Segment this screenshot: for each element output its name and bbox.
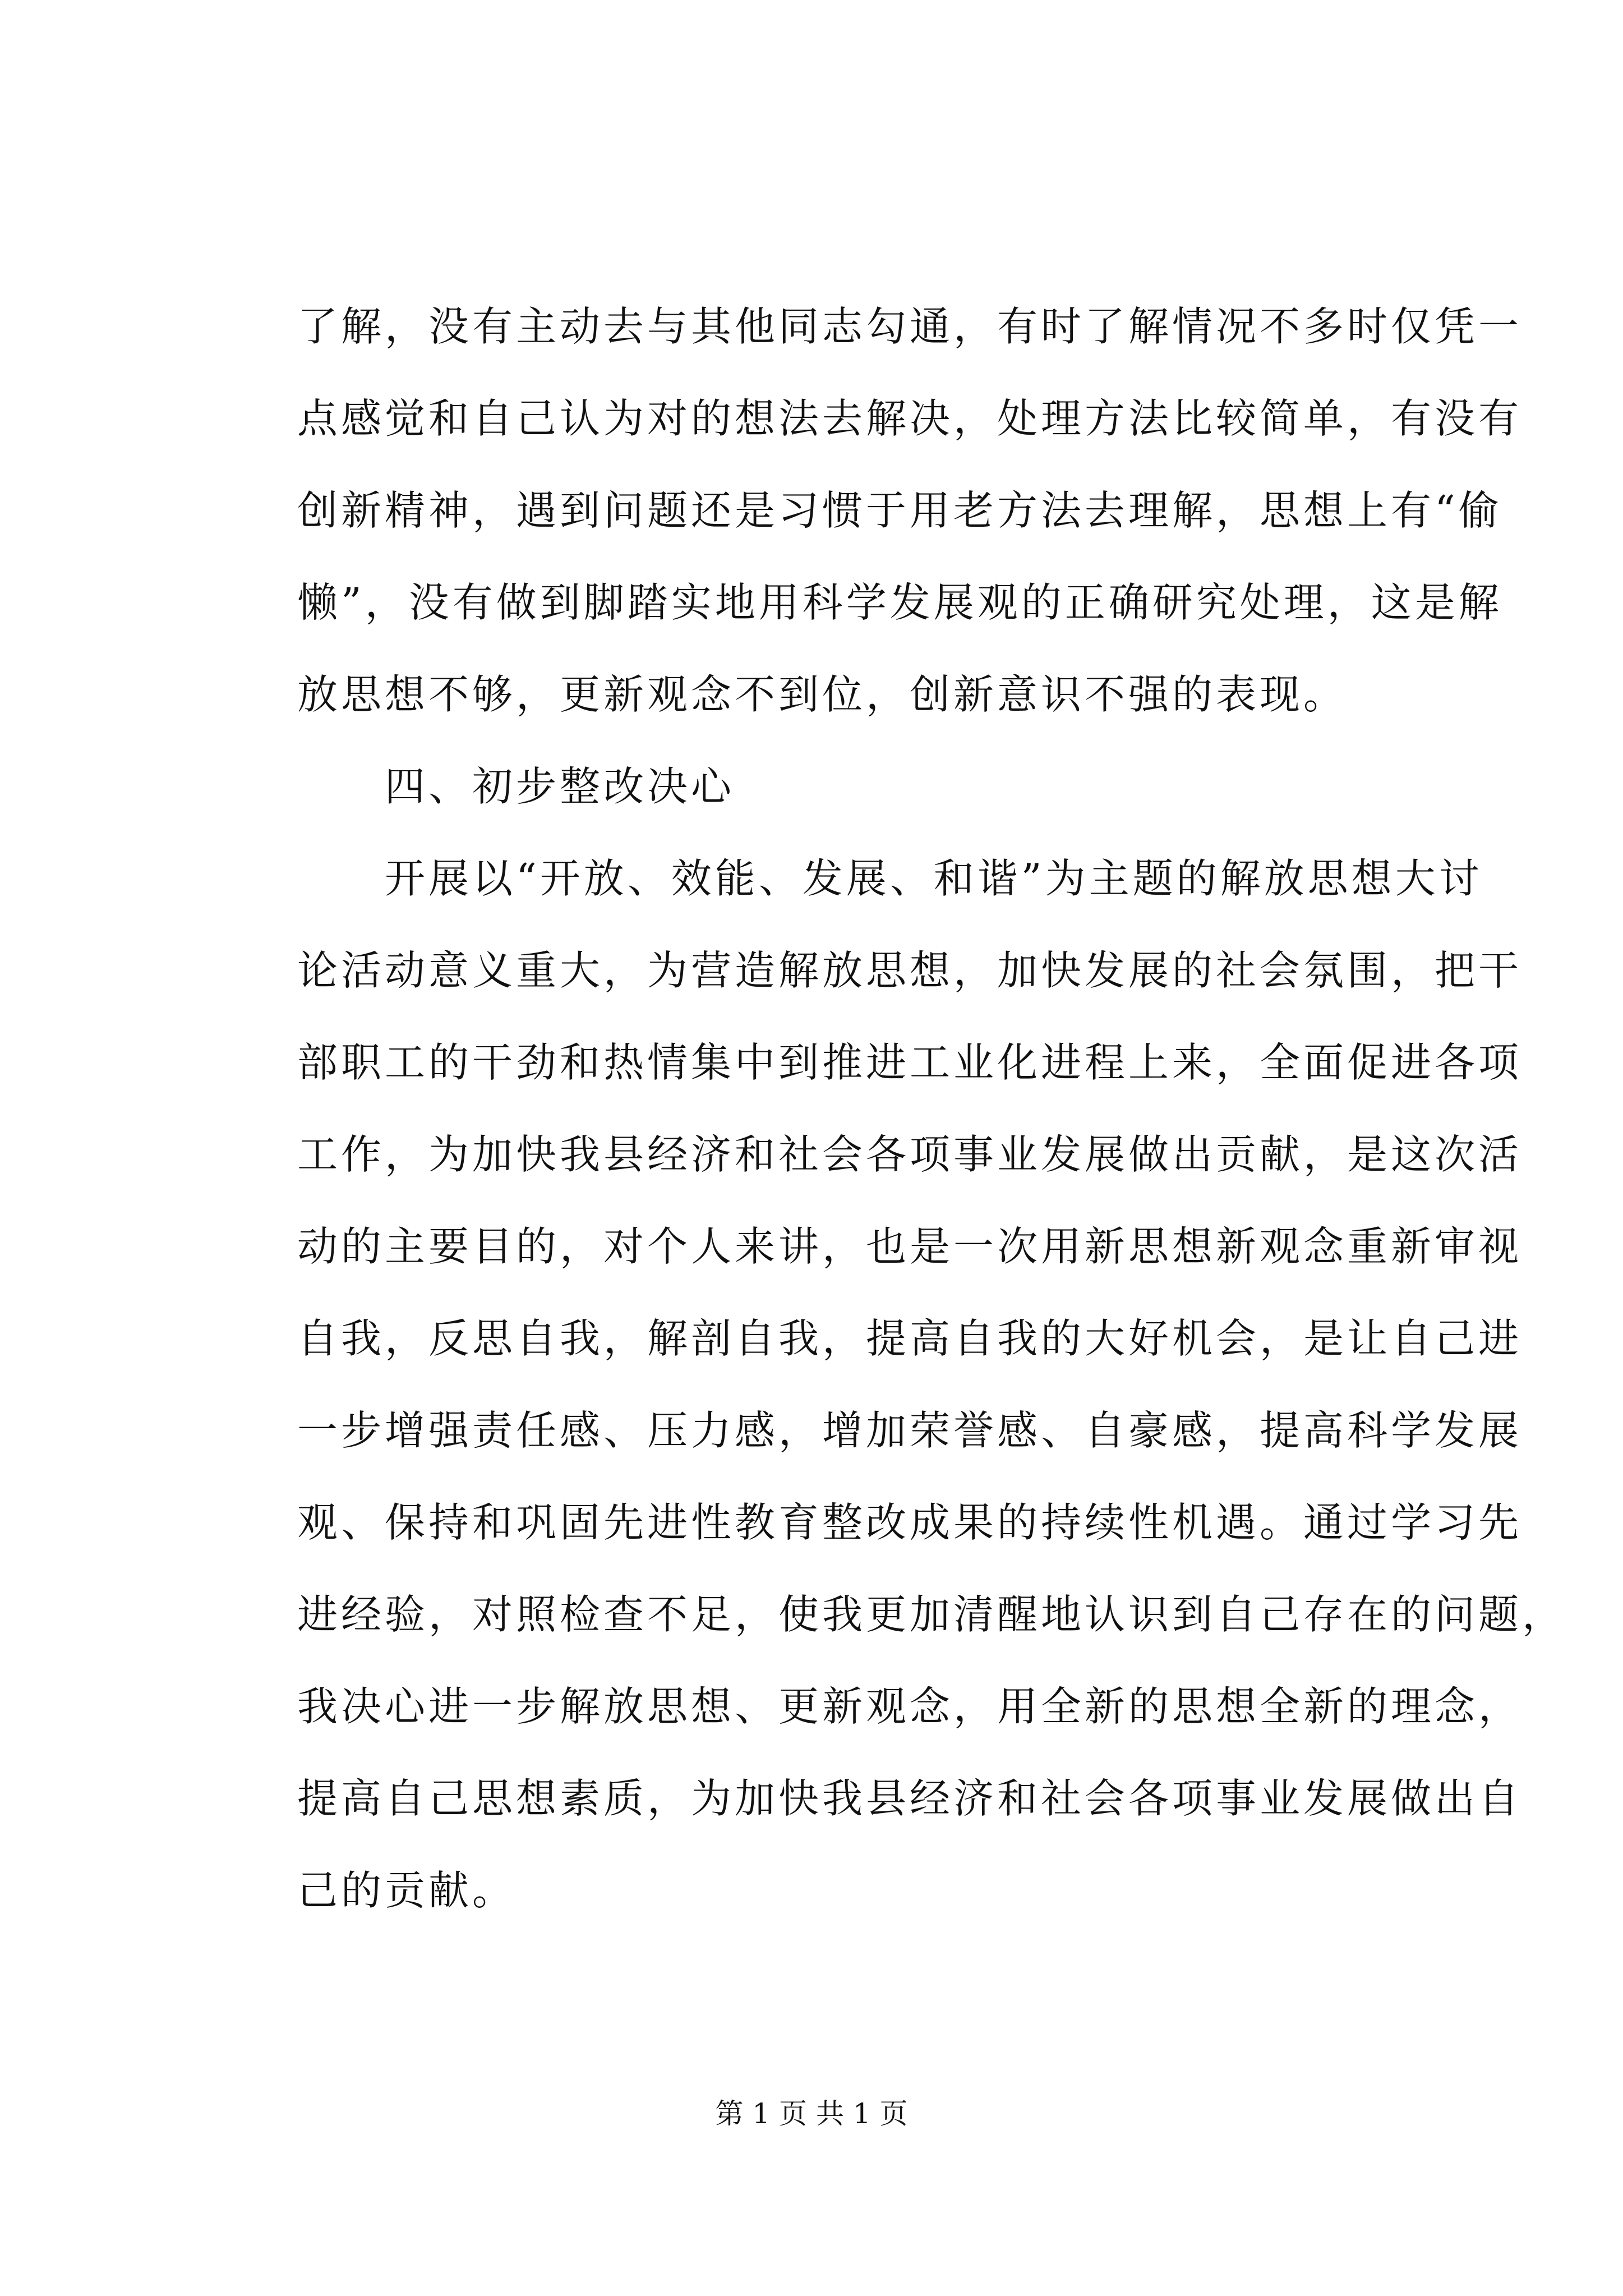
text-line: 懒”，没有做到脚踏实地用科学发展观的正确研究处理，这是解: [297, 579, 1502, 626]
text-line: 部职工的干劲和热情集中到推进工业化进程上来，全面促进各项: [297, 1039, 1523, 1086]
text-line: 己的贡献。: [297, 1867, 517, 1914]
text-line: 点感觉和自己认为对的想法去解决，处理方法比较简单，有没有: [297, 395, 1523, 442]
text-line: 进经验，对照检查不足，使我更加清醒地认识到自己存在的问题，: [297, 1591, 1566, 1638]
page-number-footer: 第 1 页 共 1 页: [715, 2097, 908, 2130]
text-line: 一步增强责任感、压力感，增加荣誉感、自豪感，提高科学发展: [297, 1407, 1523, 1454]
text-line: 论活动意义重大，为营造解放思想，加快发展的社会氛围，把干: [297, 947, 1523, 994]
text-line: 自我，反思自我，解剖自我，提高自我的大好机会，是让自己进: [297, 1315, 1523, 1362]
text-line: 开展以“开放、效能、发展、和谐”为主题的解放思想大讨: [297, 855, 1483, 902]
text-line: 放思想不够，更新观念不到位，创新意识不强的表现。: [297, 671, 1348, 718]
text-line: 动的主要目的，对个人来讲，也是一次用新思想新观念重新审视: [297, 1223, 1523, 1270]
section-heading: 四、初步整改决心: [297, 763, 735, 810]
text-line: 我决心进一步解放思想、更新观念，用全新的思想全新的理念，: [297, 1683, 1523, 1730]
text-line: 观、保持和巩固先进性教育整改成果的持续性机遇。通过学习先: [297, 1499, 1523, 1546]
text-line: 了解，没有主动去与其他同志勾通，有时了解情况不多时仅凭一: [297, 303, 1523, 350]
text-line: 工作，为加快我县经济和社会各项事业发展做出贡献，是这次活: [297, 1131, 1523, 1178]
text-line: 提高自己思想素质，为加快我县经济和社会各项事业发展做出自: [297, 1775, 1523, 1822]
text-line: 创新精神，遇到问题还是习惯于用老方法去理解，思想上有“偷: [297, 487, 1502, 534]
document-body: [297, 280, 1566, 1936]
